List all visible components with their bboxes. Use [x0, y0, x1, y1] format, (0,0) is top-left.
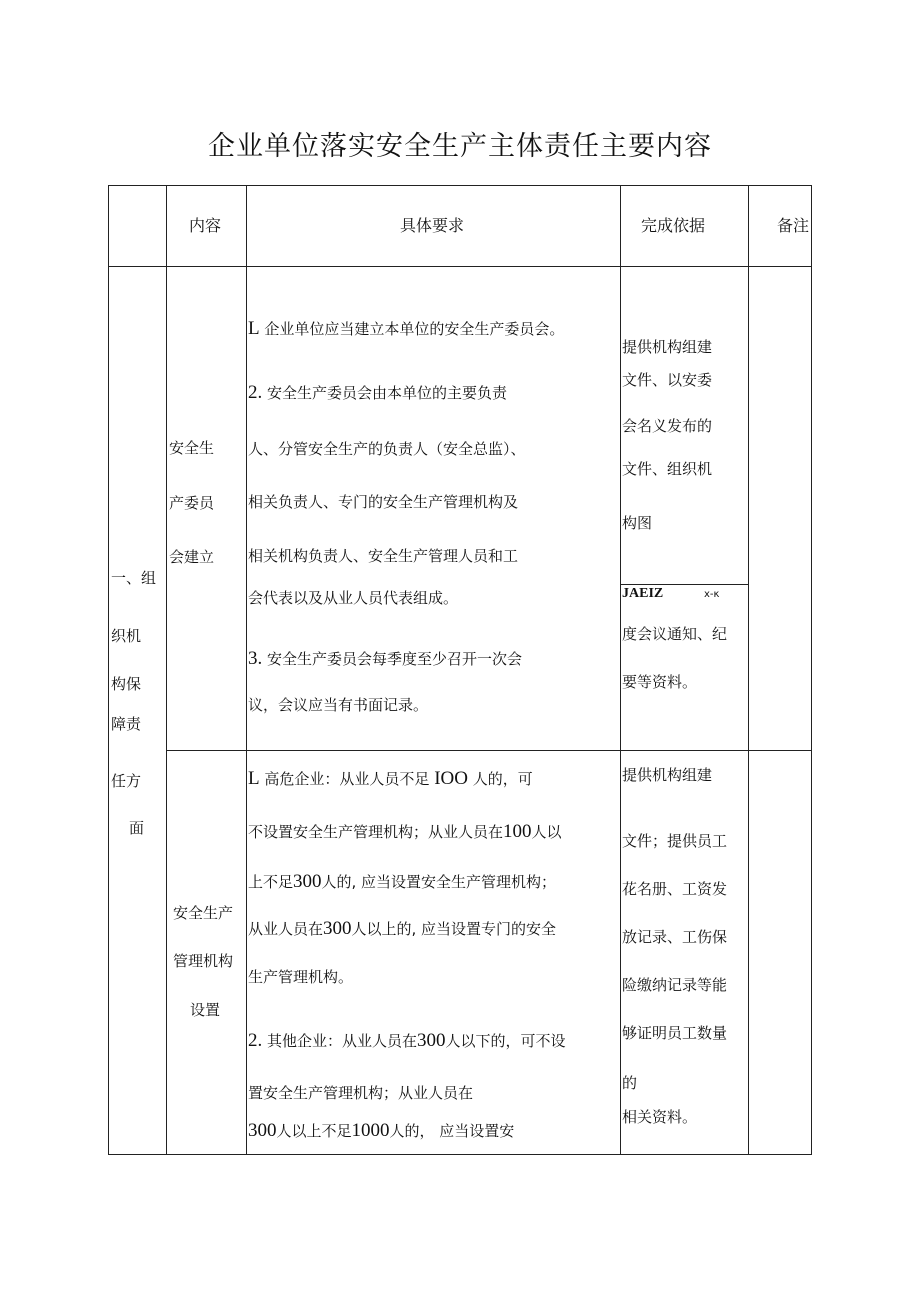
row1-basis-line: 会名义发布的	[622, 417, 713, 435]
row2-req4-b: 人以上的, 应当设置专门的安全	[351, 920, 557, 938]
category-line: 构保	[111, 675, 142, 693]
table-border-left	[108, 185, 109, 1155]
row1-req3-line: 议，会议应当有书面记录。	[248, 696, 429, 714]
row1-basis-line: 要等资料。	[622, 673, 698, 691]
row1-req2-line: 相关负责人、专门的安全生产管理机构及	[248, 493, 519, 511]
page-title: 企业单位落实安全生产主体责任主要内容	[208, 131, 712, 162]
row1-req3-num: 3.	[248, 648, 263, 669]
row1-basis-line: 提供机构组建	[622, 338, 713, 356]
row2-basis-line: 提供机构组建	[622, 766, 713, 784]
row1-req-item3	[248, 648, 522, 670]
table-border-top	[108, 185, 812, 186]
col-divider-4	[748, 185, 749, 1155]
row1-req1-num: L	[248, 318, 260, 339]
row2-req1-a: 高危企业：从业人员不足	[264, 770, 430, 788]
row2-basis-line: 放记录、工伤保	[622, 928, 728, 946]
row1-basis-b-small: x-κ	[704, 589, 720, 600]
row2-basis-line: 的	[622, 1074, 638, 1092]
row2-content-line: 管理机构	[173, 952, 234, 970]
row2-req4-n: 300	[323, 918, 352, 939]
row2-content-line: 设置	[190, 1001, 221, 1019]
row2-req-line3	[248, 871, 556, 893]
row2-basis-line: 险缴纳记录等能	[622, 976, 728, 994]
header-requirements: 具体要求	[400, 216, 465, 235]
row2-req-line6	[248, 1030, 566, 1052]
row2-req6-n: 300	[417, 1030, 446, 1051]
row2-req2-b: 人以	[531, 823, 562, 841]
row2-basis-line: 够证明员工数量	[622, 1024, 728, 1042]
row2-basis-line: 文件；提供员工	[622, 832, 728, 850]
row2-req8-a: 人以上不足	[276, 1122, 352, 1140]
row1-req-item1	[248, 318, 564, 340]
row2-req-line4	[248, 918, 556, 940]
header-remarks: 备注	[777, 216, 810, 235]
row2-req1-num: L	[248, 768, 260, 789]
row1-basis-b-head: JAEIZ	[622, 586, 664, 601]
row2-req-line1	[248, 768, 533, 790]
row2-req4-a: 从业人员在	[248, 920, 324, 938]
row2-req8-b: 人的， 应当设置安	[389, 1122, 515, 1140]
table-border-bottom	[108, 1154, 812, 1155]
category-line: 一、组	[111, 569, 157, 587]
category-line: 面	[129, 819, 145, 837]
row2-req6-b: 人以下的，可不设	[445, 1032, 566, 1050]
category-line: 织机	[111, 627, 142, 645]
row1-req2-line: 会代表以及从业人员代表组成。	[248, 589, 459, 607]
row2-basis-line: 相关资料。	[622, 1108, 698, 1126]
row2-req1-b: 人的，可	[472, 770, 533, 788]
row2-basis-line: 花名册、工资发	[622, 880, 728, 898]
row1-req2-line: 相关机构负责人、安全生产管理人员和工	[248, 547, 519, 565]
row-divider	[166, 750, 812, 751]
row2-content-line: 安全生产	[173, 904, 234, 922]
row2-req3-a: 上不足	[248, 873, 294, 891]
row2-req6-a: 其他企业：从业人员在	[267, 1032, 418, 1050]
row2-req8-n2: 1000	[351, 1120, 390, 1141]
category-line: 障责	[111, 715, 142, 733]
row1-basis-line: 构图	[622, 514, 653, 532]
row2-req2-a: 不设置安全生产管理机构；从业人员在	[248, 823, 504, 841]
header-divider	[108, 266, 812, 267]
row2-req3-n: 300	[293, 871, 322, 892]
row2-req-line7: 置安全生产管理机构；从业人员在	[248, 1084, 474, 1102]
row1-req2-text: 安全生产委员会由本单位的主要负责	[267, 384, 508, 402]
col-divider-3	[620, 185, 621, 1155]
col-divider-2	[246, 185, 247, 1155]
row1-req1-text: 企业单位应当建立本单位的安全生产委员会。	[264, 320, 565, 338]
row2-req1-n: IOO	[434, 768, 468, 789]
row1-req2-num: 2.	[248, 382, 263, 403]
header-basis: 完成依据	[641, 216, 706, 235]
row2-req3-b: 人的, 应当设置安全生产管理机构；	[321, 873, 557, 891]
row2-req2-n: 100	[503, 821, 532, 842]
category-line: 任方	[111, 772, 142, 790]
row2-req-line5: 生产管理机构。	[248, 968, 354, 986]
table-border-right	[811, 185, 812, 1155]
header-content: 内容	[189, 216, 222, 235]
row1-req-item2	[248, 382, 507, 404]
row1-req3-text: 安全生产委员会每季度至少召开一次会	[267, 650, 523, 668]
row2-req8-n1: 300	[248, 1120, 277, 1141]
row1-content-line: 产委员	[169, 494, 215, 512]
row1-content-line: 安全生	[169, 439, 215, 457]
row1-content-line: 会建立	[169, 548, 215, 566]
row2-req-line8	[248, 1120, 514, 1142]
row1-basis-line: 文件、组织机	[622, 460, 713, 478]
row2-req6-num: 2.	[248, 1030, 263, 1051]
row2-req-line2	[248, 821, 562, 843]
row1-basis-line: 文件、以安委	[622, 371, 713, 389]
col-divider-1	[166, 185, 167, 1155]
row1-req2-line: 人、分管安全生产的负责人（安全总监）、	[248, 440, 526, 458]
row1-basis-line: 度会议通知、纪	[622, 625, 728, 643]
